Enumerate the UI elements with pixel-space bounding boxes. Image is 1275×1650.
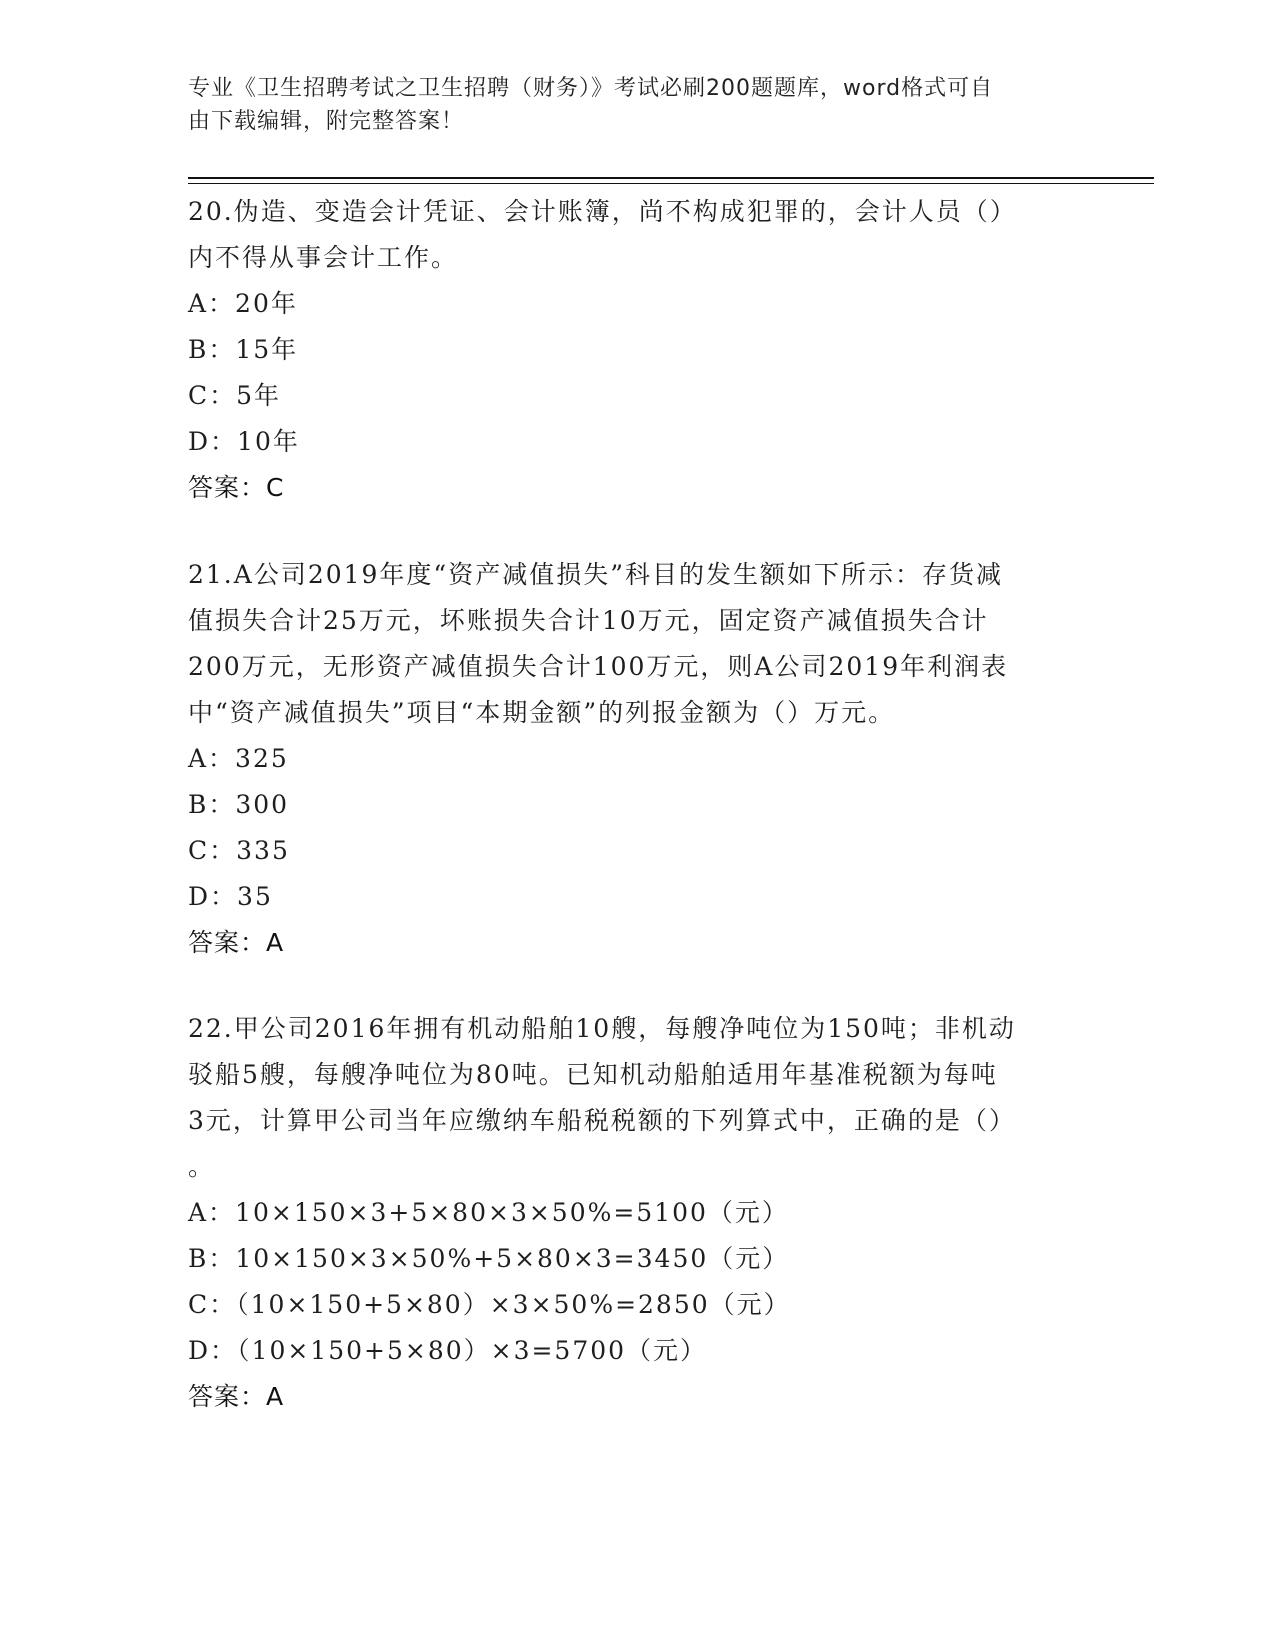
option-a: A：325 bbox=[188, 744, 289, 773]
question-22 bbox=[188, 1006, 1088, 1420]
option-a: A：20年 bbox=[188, 289, 298, 318]
question-text-line: 21.A公司2019年度“资产减值损失”科目的发生额如下所示：存货减 bbox=[188, 560, 1003, 589]
option-a: A：10×150×3+5×80×3×50%=5100（元） bbox=[188, 1198, 789, 1227]
option-d: D：（10×150+5×80）×3=5700（元） bbox=[188, 1336, 708, 1365]
header-line-1: 专业《卫生招聘考试之卫生招聘（财务）》考试必刷200题题库，word格式可自 bbox=[188, 76, 994, 101]
option-b: B：15年 bbox=[188, 335, 299, 364]
question-text-line: 22.甲公司2016年拥有机动船舶10艘，每艘净吨位为150吨；非机动 bbox=[188, 1014, 1016, 1043]
question-text-line: 中“资产减值损失”项目“本期金额”的列报金额为（）万元。 bbox=[188, 698, 896, 727]
option-d: D：10年 bbox=[188, 427, 300, 456]
option-c: C：5年 bbox=[188, 381, 282, 410]
option-b: B：300 bbox=[188, 790, 290, 819]
header-rule-thin bbox=[188, 183, 1154, 184]
option-c: C：335 bbox=[188, 836, 290, 865]
question-text-line: 值损失合计25万元，坏账损失合计10万元，固定资产减值损失合计 bbox=[188, 606, 989, 635]
question-21 bbox=[188, 552, 1088, 966]
header-rule-thick bbox=[188, 177, 1154, 179]
question-text-line: 。 bbox=[188, 1152, 216, 1181]
question-text-line: 3元，计算甲公司当年应缴纳车船税税额的下列算式中，正确的是（） bbox=[188, 1106, 1016, 1135]
answer-line: 答案：C bbox=[188, 473, 285, 502]
question-20 bbox=[188, 189, 1088, 511]
question-text-line: 内不得从事会计工作。 bbox=[188, 243, 459, 272]
answer-line: 答案：A bbox=[188, 1382, 285, 1411]
header-line-2: 由下载编辑，附完整答案！ bbox=[188, 109, 465, 134]
question-text-line: 驳船5艘，每艘净吨位为80吨。已知机动船舶适用年基准税额为每吨 bbox=[188, 1060, 998, 1089]
question-text-line: 20.伪造、变造会计凭证、会计账簿，尚不构成犯罪的，会计人员（） bbox=[188, 197, 1017, 226]
question-text-line: 200万元，无形资产减值损失合计100万元，则A公司2019年利润表 bbox=[188, 652, 1009, 681]
option-d: D：35 bbox=[188, 882, 273, 911]
answer-line: 答案：A bbox=[188, 928, 285, 957]
option-c: C：（10×150+5×80）×3×50%=2850（元） bbox=[188, 1290, 791, 1319]
document-header bbox=[188, 72, 1068, 138]
option-b: B：10×150×3×50%+5×80×3=3450（元） bbox=[188, 1244, 790, 1273]
